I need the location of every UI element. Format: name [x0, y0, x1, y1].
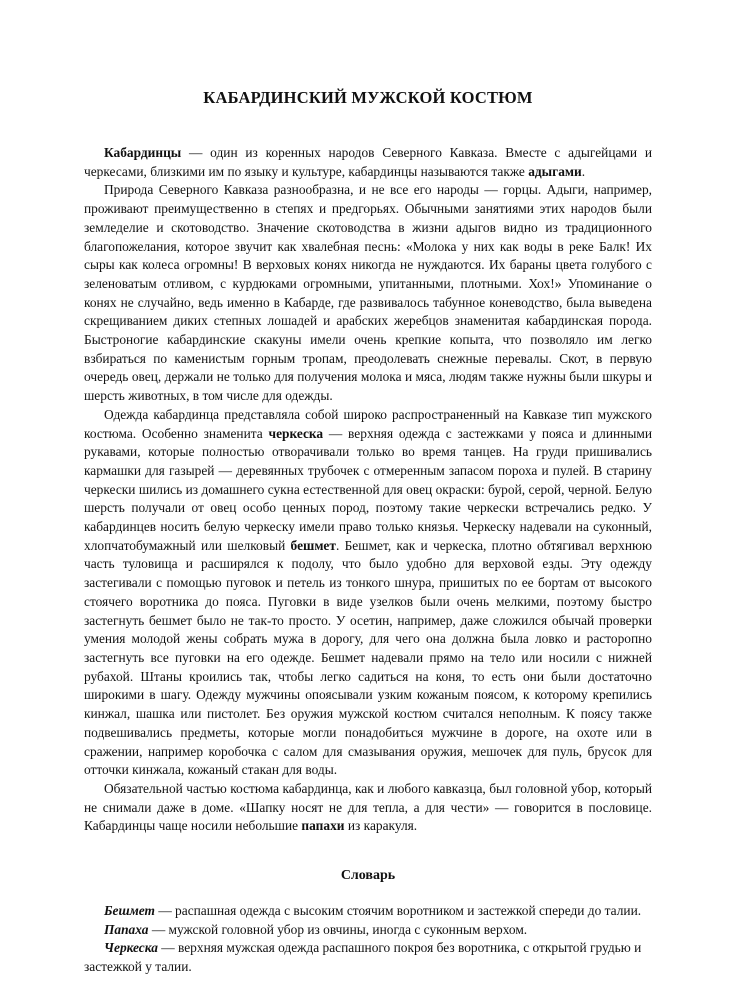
- paragraph: [84, 144, 652, 181]
- glossary-title: Словарь: [340, 868, 396, 884]
- text-run: Обязательной частью костюма кабардинца, как и любого кавказца, был головной убор, который не снимали даже в доме. «Шапку носят не для тепла, а для чести» — говорится в пословице. Кабардинцы чаще носили небольшие: [84, 780, 652, 834]
- text-run: .: [581, 163, 586, 179]
- document-page: [84, 88, 652, 977]
- text-run: . Бешмет, как и черкеска, плотно обтягивал верхнюю часть туловища и расширялся к подолу, что было удобно для верховой езды. Эту одежду застегивали с помощью пуговок и петель из тонкого шнура, пришитых по ее бортам от высокого стоячего воротника до пояса. Пуговки в виде узелков были очень мелкими, поэтому быстро застегнуть бешмет было не так-то просто. У осетин, например, даже сложился обычай проверки умения молодой жены собрать мужа в дорогу, для чего она должна была ловко и расторопно застегнуть все пуговки на его одежде. Бешмет надевали прямо на тело или носили с нижней рубахой. Штаны кроились так, чтобы легко садиться на коня, то есть они были достаточно широкими в шагу. Одежду мужчины опоясывали узким кожаным поясом, к которому крепились кинжал, шашка или пистолет. Без оружия мужской костюм считался неполным. К поясу также подвешивались предметы, которые могли понадобиться мужчине в дороге, на охоте или в сражении, например коробочка с салом для смазывания оружия, мешочек для пуль, брусок для отточки кинжала, кожаный стакан для воды.: [84, 537, 652, 778]
- glossary-definition: — верхняя мужская одежда распашного покроя без воротника, с открытой грудью и застежкой у талии.: [84, 940, 642, 975]
- text-run: из каракуля.: [344, 818, 418, 834]
- glossary-term: Папаха: [104, 921, 149, 937]
- glossary-definition: — распашная одежда с высоким стоячим воротником и застежкой спереди до талии.: [154, 903, 642, 919]
- paragraph: [84, 780, 652, 836]
- bold-term: Кабардинцы: [104, 145, 182, 160]
- text-run: Одежда кабардинца представляла собой широко распространенный на Кавказе тип мужского костюма. Особенно знаменита: [84, 406, 652, 441]
- paragraph: [84, 181, 652, 405]
- bold-term: черкеска: [268, 425, 324, 441]
- glossary-definition: — мужской головной убор из овчины, иногда с суконным верхом.: [148, 921, 528, 937]
- text-run: — один из коренных народов Северного Кавказа. Вместе с адыгейцами и черкесами, близкими им по языку и культуре, кабардинцы называются также: [84, 145, 652, 179]
- glossary: [84, 902, 652, 977]
- glossary-entry: [84, 921, 652, 940]
- glossary-term: Черкеска: [104, 940, 158, 956]
- bold-term: папахи: [301, 818, 345, 834]
- glossary-term: Бешмет: [104, 903, 155, 919]
- bold-term: адыгами: [528, 163, 582, 179]
- text-run: — верхняя одежда с застежками у пояса и длинными рукавами, которые полностью отворачивали только во время танцев. На груди пришивались кармашки для газырей — деревянных трубочек с отмеренным запасом пороха и пулей. В старину черкески шились из домашнего сукна естественной для овец окраски: бурой, серой, черной. Белую шерсть получали от овец особо ценных пород, поэтому такие черкески встречались редко. У кабардинцев носить белую черкеску имели право только князья. Черкеску надевали на суконный, хлопчатобумажный или шелковый: [84, 425, 652, 553]
- bold-term: бешмет: [290, 537, 336, 553]
- glossary-entry: [84, 902, 652, 921]
- page-title: КАБАРДИНСКИЙ МУЖСКОЙ КОСТЮМ: [203, 88, 533, 107]
- text-run: Природа Северного Кавказа разнообразна, и не все его народы — горцы. Адыги, например, проживают преимущественно в степях и предгорьях. Обычными занятиями этих народов были земледелие и скотоводство. Значение скотоводства в жизни адыгов видно из традиционного благопожелания, которое звучит как хвалебная песнь: «Молока у них как воды в реке Балк! Их сыры как колеса огромны! В верховых конях никогда не нуждаются. Их бараны цвета голубого с зеленоватым отливом, с курдюками огромными, упитанными, плотными. Хох!» Упоминание о конях не случайно, ведь именно в Кабарде, где развивалось табунное коневодство, была выведена скрещиванием диких степных лошадей и арабских жеребцов знаменитая кабардинская порода. Быстроногие кабардинские скакуны имели очень крепкие копыта, что позволяло им легко взбираться по каменистым горным тропам, преодолевать снежные перевалы. Скот, в первую очередь овец, держали не только для получения молока и мяса, людям также нужны были шкуры и шерсть животных, в том числе для одежды.: [84, 182, 652, 404]
- paragraph: [84, 406, 652, 780]
- glossary-entry: [84, 939, 652, 976]
- article-body: [84, 144, 652, 836]
